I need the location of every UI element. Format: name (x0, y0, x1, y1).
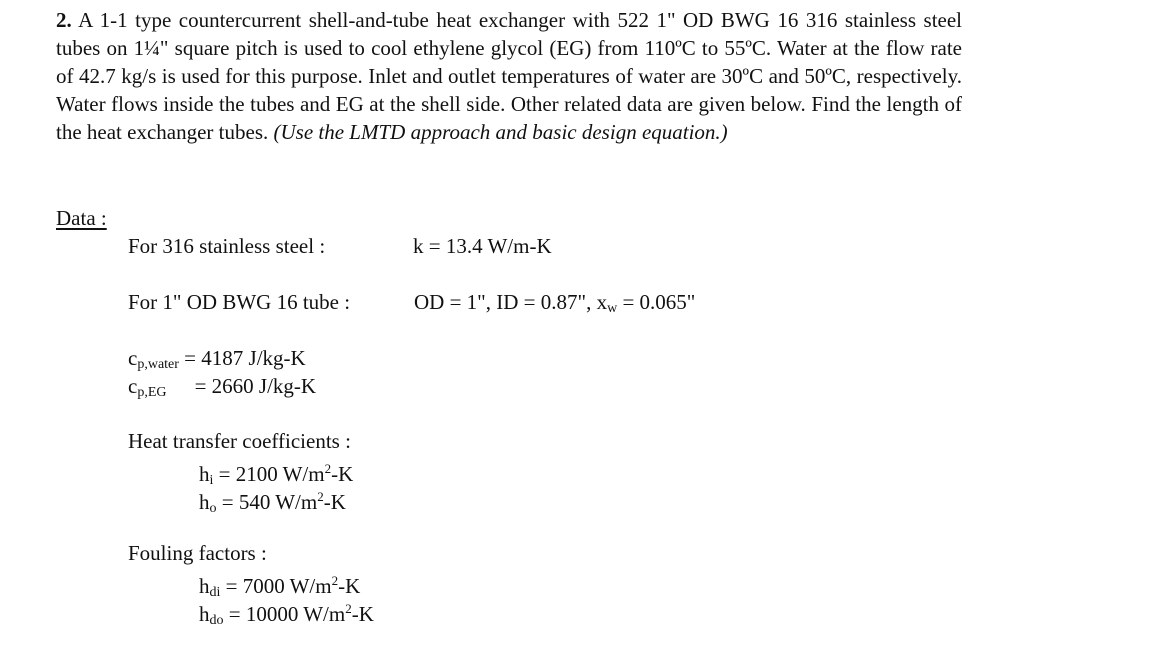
steel-value: k = 13.4 W/m-K (413, 234, 552, 258)
hi-superscript: 2 (324, 461, 332, 476)
problem-note: (Use the LMTD approach and basic design equation.) (273, 120, 728, 144)
steel-label: For 316 stainless steel : (128, 234, 326, 258)
tube-value (414, 288, 695, 323)
hdi-superscript: 2 (331, 573, 339, 588)
ho-symbol: h (199, 490, 210, 514)
hdi-symbol: h (199, 574, 210, 598)
hi-symbol: h (199, 462, 210, 486)
cp-eg-value: = 2660 J/kg-K (189, 374, 317, 398)
hdo-unit-end: -K (351, 602, 374, 626)
hdi-subscript: di (209, 585, 221, 600)
cp-eg (128, 372, 316, 407)
ho-value: = 540 W/m (216, 490, 318, 514)
ho-unit-end: -K (323, 490, 346, 514)
xw-subscript: w (607, 301, 618, 316)
problem-number: 2. (56, 8, 72, 32)
hdi-unit-end: -K (338, 574, 361, 598)
ho-row (199, 483, 346, 523)
cp-water-symbol: c (128, 346, 138, 370)
tube-dims: OD = 1", ID = 0.87", (414, 290, 597, 314)
problem-text: A 1-1 type countercurrent shell-and-tube heat exchanger with 522 1" OD BWG 16 316 stainless steel tubes on 1¼" square pitch is used to cool ethylene glycol (EG) from 110ºC to 55ºC. Water at the flow rate of 42.7 kg/s is used for this purpose. Inlet and outlet temperatures of water are 30ºC and 50ºC, respectively. Water flows inside the tubes and EG at the shell side. Other related data are given below. Find the length of the heat exchanger tubes. (56, 8, 963, 144)
hi-value: = 2100 W/m (213, 462, 325, 486)
hdo-row (199, 595, 374, 635)
xw-symbol: x (596, 290, 608, 314)
hdo-symbol: h (199, 602, 210, 626)
hdi-value: = 7000 W/m (220, 574, 332, 598)
tube-label: For 1" OD BWG 16 tube : (128, 290, 351, 314)
problem-statement (56, 6, 962, 146)
ho-superscript: 2 (317, 489, 324, 504)
cp-water-subscript: p,water (137, 357, 179, 372)
data-heading: Data : (56, 206, 107, 230)
hdo-subscript: do (209, 613, 224, 628)
fouling-label: Fouling factors : (128, 541, 267, 565)
xw-value: = 0.065" (617, 290, 696, 314)
ho-subscript: o (209, 501, 217, 516)
hi-unit-end: -K (331, 462, 354, 486)
cp-eg-subscript: p,EG (137, 385, 167, 400)
cp-eg-symbol: c (128, 374, 138, 398)
cp-water-value: = 4187 J/kg-K (178, 346, 306, 370)
hdo-superscript: 2 (345, 601, 352, 616)
hdo-value: = 10000 W/m (223, 602, 346, 626)
hi-subscript: i (209, 473, 214, 488)
htc-label: Heat transfer coefficients : (128, 429, 351, 453)
